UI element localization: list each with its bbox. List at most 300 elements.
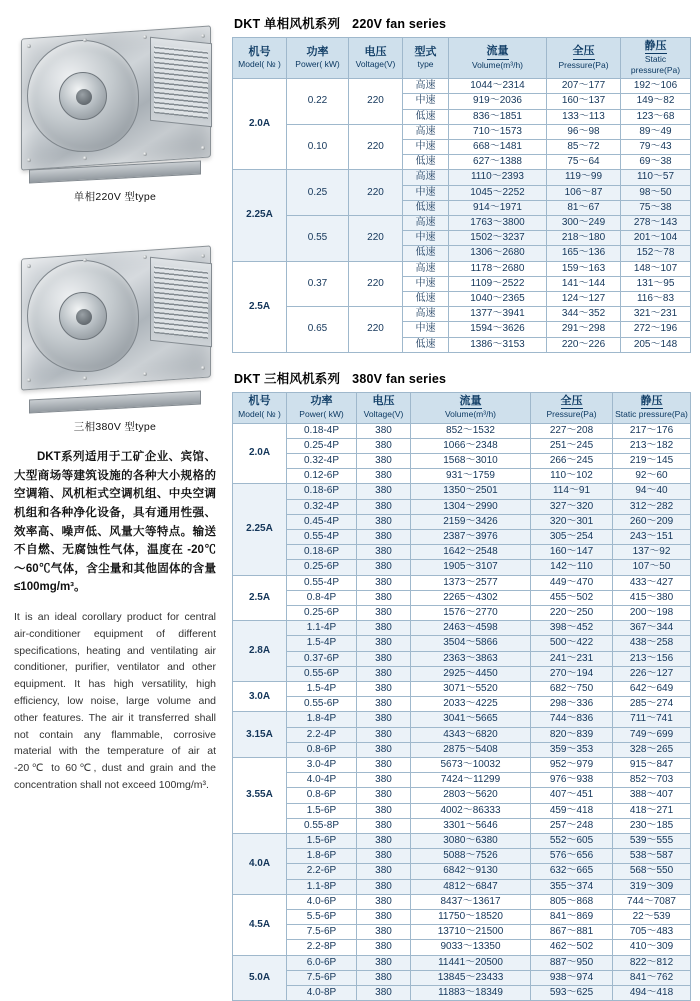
cell-power: 0.8-6P [287, 742, 357, 757]
th2-volume [411, 392, 531, 423]
cell-volume: 1502～3237 [449, 231, 547, 246]
cell-volume: 1373～2577 [411, 575, 531, 590]
th-volume-en: Volume(m³/h) [471, 59, 523, 70]
cell-power: 7.5-6P [287, 925, 357, 940]
table-row [233, 712, 691, 727]
cell-power: 6.0-6P [287, 955, 357, 970]
cell-voltage: 380 [357, 925, 411, 940]
cell-voltage: 220 [349, 124, 403, 170]
table-row [233, 803, 691, 818]
cell-pressure: 241～231 [531, 651, 613, 666]
cell-power: 2.2-6P [287, 864, 357, 879]
cell-volume: 5673～10032 [411, 758, 531, 773]
cell-pressure: 119～99 [547, 170, 621, 185]
cell-pressure: 220～250 [531, 605, 613, 620]
cell-type: 中速 [403, 185, 449, 200]
cell-pressure: 820～839 [531, 727, 613, 742]
cell-pressure: 305～254 [531, 529, 613, 544]
table-row [233, 514, 691, 529]
cell-volume: 13710～21500 [411, 925, 531, 940]
cell-power: 0.18-4P [287, 423, 357, 438]
cell-pressure: 218～180 [547, 231, 621, 246]
cell-power: 4.0-8P [287, 986, 357, 1001]
table-row [233, 986, 691, 1001]
cell-static: 915～847 [613, 758, 691, 773]
cell-volume: 931～1759 [411, 469, 531, 484]
cell-volume: 3301～5646 [411, 818, 531, 833]
cell-voltage: 380 [357, 849, 411, 864]
th2-pressure-en: Pressure(Pa) [546, 409, 597, 420]
table-row [233, 834, 691, 849]
cell-power: 0.32-4P [287, 499, 357, 514]
th-static-zh: 静压 [645, 40, 667, 54]
cell-static: 200～198 [613, 605, 691, 620]
cell-pressure: 124～127 [547, 291, 621, 306]
description-english: It is an ideal corollary product for central air-conditioner equipment of different specifications, heating and ventilating air conditioner, purifier, ventilator and other equipment. It has high versatility, high efficiency, low noise, large volume and other features. The air it transferred shall not contain any flammable, corrosive material with the temperature of air at -20℃ to 60℃, dust and grain and the concentration shall not exceed 100mg/m³. [14, 611, 216, 791]
cell-static: 749～699 [613, 727, 691, 742]
cell-pressure: 682～750 [531, 682, 613, 697]
cell-static: 22～539 [613, 910, 691, 925]
th-power-en: Power( kW) [295, 59, 340, 70]
cell-voltage: 220 [349, 215, 403, 261]
th-static-en: Static pressure(Pa) [630, 54, 681, 75]
cell-voltage: 380 [357, 834, 411, 849]
th-static [621, 38, 691, 79]
th2-pressure [531, 392, 613, 423]
th2-power-zh: 功率 [310, 395, 333, 408]
cell-type: 低速 [403, 246, 449, 261]
th-volume [449, 38, 547, 79]
cell-pressure: 459～418 [531, 803, 613, 818]
table-row [233, 910, 691, 925]
table2-title [234, 369, 690, 387]
cell-static: 410～309 [613, 940, 691, 955]
cell-type: 高速 [403, 170, 449, 185]
th2-pressure-zh: 全压 [561, 395, 583, 409]
cell-static: 494～418 [613, 986, 691, 1001]
cell-pressure: 291～298 [547, 322, 621, 337]
cell-volume: 2463～4598 [411, 621, 531, 636]
cell-static: 152～78 [621, 246, 691, 261]
th-type [403, 38, 449, 79]
cell-model: 5.0A [233, 955, 287, 1001]
cell-pressure: 359～353 [531, 742, 613, 757]
cell-static: 123～68 [621, 109, 691, 124]
table-row [233, 560, 691, 575]
th-pressure-zh: 全压 [573, 45, 595, 59]
th-pressure-en: Pressure(Pa) [558, 59, 609, 70]
cell-model: 2.25A [233, 170, 287, 261]
cell-pressure: 298～336 [531, 697, 613, 712]
cell-model: 3.0A [233, 682, 287, 712]
th2-static [613, 392, 691, 423]
th2-volume-zh: 流量 [460, 395, 482, 409]
cell-volume: 1576～2770 [411, 605, 531, 620]
cell-type: 低速 [403, 291, 449, 306]
table-row [233, 621, 691, 636]
table1-title-en: 220V fan series [352, 17, 447, 31]
cell-pressure: 593～625 [531, 986, 613, 1001]
cell-volume: 1040～2365 [449, 291, 547, 306]
cell-static: 312～282 [613, 499, 691, 514]
product-photo-three-phase [13, 230, 218, 415]
table-row [233, 742, 691, 757]
cell-voltage: 380 [357, 773, 411, 788]
cell-voltage: 380 [357, 514, 411, 529]
cell-voltage: 380 [357, 940, 411, 955]
th-type-zh: 型式 [414, 45, 437, 58]
cell-pressure: 165～136 [547, 246, 621, 261]
cell-type: 高速 [403, 261, 449, 276]
cell-type: 低速 [403, 337, 449, 352]
cell-model: 2.5A [233, 575, 287, 621]
cell-static: 213～182 [613, 438, 691, 453]
cell-voltage: 380 [357, 910, 411, 925]
cell-volume: 852～1532 [411, 423, 531, 438]
cell-volume: 1304～2990 [411, 499, 531, 514]
cell-volume: 2033～4225 [411, 697, 531, 712]
cell-voltage: 380 [357, 727, 411, 742]
cell-volume: 2925～4450 [411, 666, 531, 681]
cell-voltage: 220 [349, 307, 403, 353]
cell-type: 高速 [403, 307, 449, 322]
cell-power: 1.5-4P [287, 636, 357, 651]
th2-voltage-zh: 电压 [372, 395, 395, 408]
cell-pressure: 160～147 [531, 545, 613, 560]
cell-voltage: 380 [357, 986, 411, 1001]
cell-voltage: 380 [357, 651, 411, 666]
table-row [233, 469, 691, 484]
cell-static: 285～274 [613, 697, 691, 712]
table-row [233, 864, 691, 879]
table-row [233, 682, 691, 697]
description-chinese: DKT系列适用于工矿企业、宾馆、大型商场等建筑设施的各种大小规格的空调箱、风机柜式空调机组、中央空调机组和各种净化设备，具有通用性强、效率高、噪声低、风量大等特点。输送不自燃、无腐蚀性气体，温度在 -20℃～60℃气体，含尘量和其他固体的含量≤100mg/m³。 [14, 451, 216, 594]
table1-header-row [233, 38, 691, 79]
cell-volume: 1066～2348 [411, 438, 531, 453]
table-row [233, 590, 691, 605]
cell-volume: 919～2036 [449, 94, 547, 109]
cell-static: 116～83 [621, 291, 691, 306]
cell-volume: 7424～11299 [411, 773, 531, 788]
cell-type: 高速 [403, 79, 449, 94]
cell-static: 744～7087 [613, 894, 691, 909]
cell-type: 低速 [403, 200, 449, 215]
cell-power: 1.5-4P [287, 682, 357, 697]
cell-volume: 1350～2501 [411, 484, 531, 499]
table2-title-en: 380V fan series [352, 371, 447, 386]
th2-static-zh: 静压 [641, 395, 663, 409]
cell-power: 0.22 [287, 79, 349, 125]
cell-voltage: 380 [357, 742, 411, 757]
th2-voltage-en: Voltage(V) [363, 408, 404, 419]
cell-pressure: 114～91 [531, 484, 613, 499]
cell-voltage: 380 [357, 484, 411, 499]
cell-volume: 668～1481 [449, 139, 547, 154]
cell-volume: 8437～13617 [411, 894, 531, 909]
cell-voltage: 380 [357, 803, 411, 818]
cell-voltage: 380 [357, 712, 411, 727]
th-power-zh: 功率 [306, 45, 329, 58]
cell-static: 149～82 [621, 94, 691, 109]
cell-pressure: 266～245 [531, 453, 613, 468]
cell-pressure: 207～177 [547, 79, 621, 94]
cell-power: 3.0-4P [287, 758, 357, 773]
cell-voltage: 380 [357, 682, 411, 697]
table-row [233, 727, 691, 742]
cell-power: 0.37-6P [287, 651, 357, 666]
table-row [233, 849, 691, 864]
cell-power: 1.8-4P [287, 712, 357, 727]
cell-voltage: 380 [357, 529, 411, 544]
cell-voltage: 380 [357, 697, 411, 712]
cell-power: 0.18-6P [287, 545, 357, 560]
cell-type: 中速 [403, 276, 449, 291]
cell-volume: 1110～2393 [449, 170, 547, 185]
table-row [233, 499, 691, 514]
cell-type: 中速 [403, 231, 449, 246]
cell-power: 1.5-6P [287, 803, 357, 818]
cell-type: 低速 [403, 155, 449, 170]
cell-pressure: 159～163 [547, 261, 621, 276]
cell-power: 1.5-6P [287, 834, 357, 849]
cell-pressure: 110～102 [531, 469, 613, 484]
th-model-zh: 机号 [248, 45, 271, 58]
cell-static: 711～741 [613, 712, 691, 727]
th2-model-zh: 机号 [248, 395, 271, 408]
cell-volume: 3071～5520 [411, 682, 531, 697]
cell-pressure: 552～605 [531, 834, 613, 849]
th-model-en: Model( № ) [238, 59, 281, 70]
cell-volume: 5088～7526 [411, 849, 531, 864]
th-voltage [349, 38, 403, 79]
th-power [287, 38, 349, 79]
cell-pressure: 133～113 [547, 109, 621, 124]
cell-voltage: 380 [357, 560, 411, 575]
table-row [233, 788, 691, 803]
table-row [233, 79, 691, 94]
cell-voltage: 220 [349, 261, 403, 307]
cell-power: 1.8-6P [287, 849, 357, 864]
table-row [233, 215, 691, 230]
th2-power [287, 392, 357, 423]
cell-static: 137～92 [613, 545, 691, 560]
cell-voltage: 380 [357, 636, 411, 651]
cell-static: 822～812 [613, 955, 691, 970]
three-phase-spec-table [232, 392, 691, 1001]
cell-volume: 3080～6380 [411, 834, 531, 849]
cell-static: 205～148 [621, 337, 691, 352]
th-voltage-zh: 电压 [364, 45, 387, 58]
cell-pressure: 632～665 [531, 864, 613, 879]
cell-power: 0.55 [287, 215, 349, 261]
cell-static: 69～38 [621, 155, 691, 170]
cell-static: 260～209 [613, 514, 691, 529]
cell-pressure: 805～868 [531, 894, 613, 909]
cell-power: 0.37 [287, 261, 349, 307]
table-row [233, 438, 691, 453]
cell-static: 321～231 [621, 307, 691, 322]
cell-pressure: 75～64 [547, 155, 621, 170]
table-row [233, 575, 691, 590]
cell-voltage: 380 [357, 788, 411, 803]
cell-power: 0.25 [287, 170, 349, 216]
cell-static: 75～38 [621, 200, 691, 215]
cell-pressure: 106～87 [547, 185, 621, 200]
cell-static: 705～483 [613, 925, 691, 940]
cell-voltage: 380 [357, 955, 411, 970]
cell-pressure: 355～374 [531, 879, 613, 894]
th-voltage-en: Voltage(V) [355, 59, 396, 70]
cell-power: 1.1-4P [287, 621, 357, 636]
th2-volume-en: Volume(m³/h) [444, 409, 496, 420]
cell-static: 272～196 [621, 322, 691, 337]
table-row [233, 423, 691, 438]
fan-base-illustration-2 [29, 390, 201, 413]
single-phase-spec-table [232, 37, 691, 353]
cell-volume: 836～1851 [449, 109, 547, 124]
cell-type: 中速 [403, 94, 449, 109]
left-column [0, 0, 228, 923]
cell-static: 538～587 [613, 849, 691, 864]
cell-pressure: 938～974 [531, 970, 613, 985]
cell-pressure: 160～137 [547, 94, 621, 109]
cell-voltage: 380 [357, 894, 411, 909]
cell-static: 328～265 [613, 742, 691, 757]
cell-voltage: 380 [357, 575, 411, 590]
cell-pressure: 142～110 [531, 560, 613, 575]
cell-pressure: 398～452 [531, 621, 613, 636]
cell-static: 243～151 [613, 529, 691, 544]
cell-type: 高速 [403, 215, 449, 230]
cell-power: 0.25-6P [287, 605, 357, 620]
cell-static: 217～176 [613, 423, 691, 438]
cell-model: 2.0A [233, 423, 287, 484]
fan-bolts-illustration [23, 27, 209, 166]
cell-static: 841～762 [613, 970, 691, 985]
table-row [233, 894, 691, 909]
table-row [233, 124, 691, 139]
cell-pressure: 85～72 [547, 139, 621, 154]
cell-static: 438～258 [613, 636, 691, 651]
cell-volume: 914～1971 [449, 200, 547, 215]
cell-power: 0.55-6P [287, 666, 357, 681]
cell-pressure: 449～470 [531, 575, 613, 590]
cell-static: 852～703 [613, 773, 691, 788]
cell-static: 201～104 [621, 231, 691, 246]
cell-volume: 4812～6847 [411, 879, 531, 894]
table1-title-zh: DKT 单相风机系列 [234, 17, 341, 31]
cell-power: 0.55-4P [287, 529, 357, 544]
th2-model-en: Model( № ) [238, 408, 281, 419]
table1-title [234, 14, 690, 32]
cell-volume: 710～1573 [449, 124, 547, 139]
cell-power: 0.10 [287, 124, 349, 170]
th-pressure [547, 38, 621, 79]
table-row [233, 261, 691, 276]
cell-power: 2.2-4P [287, 727, 357, 742]
cell-static: 433～427 [613, 575, 691, 590]
cell-power: 0.25-4P [287, 438, 357, 453]
fan-bolts-illustration-2 [23, 247, 209, 386]
cell-power: 0.8-4P [287, 590, 357, 605]
cell-volume: 3041～5665 [411, 712, 531, 727]
cell-power: 0.45-4P [287, 514, 357, 529]
cell-static: 226～127 [613, 666, 691, 681]
cell-static: 568～550 [613, 864, 691, 879]
cell-pressure: 462～502 [531, 940, 613, 955]
cell-static: 278～143 [621, 215, 691, 230]
cell-volume: 11750～18520 [411, 910, 531, 925]
cell-volume: 1178～2680 [449, 261, 547, 276]
cell-pressure: 300～249 [547, 215, 621, 230]
photo-caption-three-phase: 三相380V 型type [73, 421, 157, 433]
table-row [233, 773, 691, 788]
table1-body [233, 79, 691, 353]
cell-power: 0.18-6P [287, 484, 357, 499]
cell-power: 0.55-6P [287, 697, 357, 712]
cell-type: 低速 [403, 109, 449, 124]
right-column [228, 0, 700, 999]
cell-static: 107～50 [613, 560, 691, 575]
cell-power: 7.5-6P [287, 970, 357, 985]
cell-pressure: 455～502 [531, 590, 613, 605]
cell-voltage: 380 [357, 666, 411, 681]
cell-volume: 4002～86333 [411, 803, 531, 818]
cell-voltage: 380 [357, 621, 411, 636]
cell-voltage: 380 [357, 818, 411, 833]
cell-voltage: 380 [357, 864, 411, 879]
th2-model [233, 392, 287, 423]
cell-model: 3.55A [233, 758, 287, 834]
table2-body [233, 423, 691, 1001]
th2-power-en: Power( kW) [299, 408, 344, 419]
cell-pressure: 227～208 [531, 423, 613, 438]
cell-volume: 627～1388 [449, 155, 547, 170]
cell-static: 131～95 [621, 276, 691, 291]
cell-static: 418～271 [613, 803, 691, 818]
cell-volume: 13845～23433 [411, 970, 531, 985]
cell-volume: 2265～4302 [411, 590, 531, 605]
cell-voltage: 380 [357, 499, 411, 514]
cell-volume: 1109～2522 [449, 276, 547, 291]
cell-volume: 1763～3800 [449, 215, 547, 230]
table-row [233, 170, 691, 185]
cell-static: 89～49 [621, 124, 691, 139]
cell-pressure: 251～245 [531, 438, 613, 453]
table-row [233, 879, 691, 894]
th-volume-zh: 流量 [487, 45, 509, 59]
cell-power: 1.1-8P [287, 879, 357, 894]
table-row [233, 925, 691, 940]
table-row [233, 453, 691, 468]
cell-volume: 9033～13350 [411, 940, 531, 955]
table-row [233, 651, 691, 666]
cell-static: 110～57 [621, 170, 691, 185]
cell-static: 219～145 [613, 453, 691, 468]
table-row [233, 818, 691, 833]
cell-volume: 2803～5620 [411, 788, 531, 803]
table-row [233, 697, 691, 712]
cell-power: 0.55-8P [287, 818, 357, 833]
cell-pressure: 500～422 [531, 636, 613, 651]
cell-pressure: 407～451 [531, 788, 613, 803]
product-photo-single-phase [13, 10, 218, 185]
cell-voltage: 380 [357, 453, 411, 468]
cell-type: 高速 [403, 124, 449, 139]
cell-volume: 3504～5866 [411, 636, 531, 651]
photo-caption-single-phase: 单相220V 型type [73, 191, 157, 203]
cell-volume: 1306～2680 [449, 246, 547, 261]
